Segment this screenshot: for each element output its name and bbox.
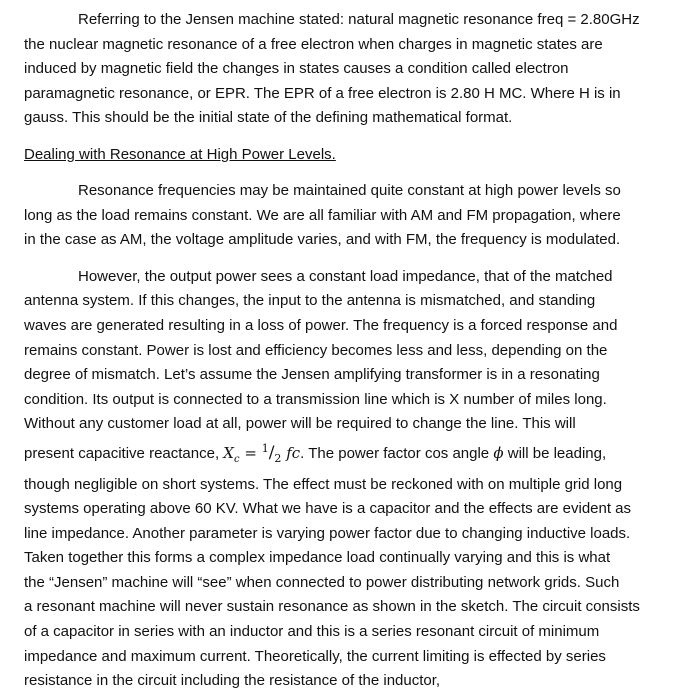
- fraction: [262, 443, 282, 463]
- formula-suffix: . The power factor cos angle: [300, 444, 494, 462]
- paragraph-epr: [24, 8, 664, 131]
- text-line: line impedance. Another parameter is varying power factor due to changing inductive loads.: [24, 524, 631, 542]
- text-line: paramagnetic resonance, or EPR. The EPR of a free electron is 2.80 H MC. Where H is in: [24, 84, 621, 102]
- text-line: degree of mismatch. Let’s assume the Jensen amplifying transformer is in a resonating: [24, 366, 600, 384]
- text-line: induced by magnetic field the changes in states causes a condition called electron: [24, 60, 569, 78]
- fraction-numerator: 1: [261, 441, 269, 455]
- text-line: condition. Its output is connected to a transmission line which is X number of miles long.: [24, 390, 607, 408]
- text-line: of a capacitor in series with an inductor and this is a series resonant circuit of minimum: [24, 623, 600, 641]
- formula-line: [24, 437, 664, 473]
- text-line: systems operating above 60 KV. What we have is a capacitor and the effects are evident as: [24, 500, 632, 518]
- text-line: though negligible on short systems. The effect must be reckoned with on multiple grid long: [24, 475, 623, 493]
- fraction-denominator: 2: [274, 451, 282, 465]
- fc-term: fc: [281, 443, 301, 462]
- text-line: antenna system. If this changes, the input to the antenna is mismatched, and standing: [24, 292, 596, 310]
- text-line: remains constant. Power is lost and efficiency becomes less and less, depending on the: [24, 341, 608, 359]
- formula-prefix: present capacitive reactance,: [24, 444, 224, 462]
- text-line: Taken together this forms a complex impedance load continually varying and this is what: [24, 549, 611, 567]
- reactance-formula: [223, 441, 301, 465]
- text-line: waves are generated resulting in a loss of power. The frequency is a forced response and: [24, 316, 618, 334]
- text-line: Referring to the Jensen machine stated: natural magnetic resonance freq = 2.80GHz: [78, 11, 640, 28]
- fraction-slash: /: [268, 442, 275, 463]
- text-line: gauss. This should be the initial state of the defining mathematical format.: [24, 109, 513, 127]
- text-line: long as the load remains constant. We are all familiar with AM and FM propagation, where: [24, 206, 621, 224]
- reactance-subscript: c: [233, 453, 240, 465]
- text-line: the nuclear magnetic resonance of a free electron when charges in magnetic states are: [24, 35, 603, 53]
- section-heading: Dealing with Resonance at High Power Levels.: [24, 145, 336, 163]
- text-line: a resonant machine will never sustain resonance as shown in the sketch. The circuit consists: [24, 598, 640, 616]
- paragraph-impedance: [24, 265, 664, 694]
- text-line: in the case as AM, the voltage amplitude varies, and with FM, the frequency is modulated.: [24, 231, 621, 249]
- document-page: [24, 8, 664, 694]
- paragraph-resonance: [24, 179, 664, 253]
- text-line: resistance in the circuit including the resistance of the inductor,: [24, 672, 441, 690]
- text-line: impedance and maximum current. Theoretically, the current limiting is effected by series: [24, 647, 606, 665]
- text-line: However, the output power sees a constant load impedance, that of the matched: [78, 267, 613, 285]
- text-line: Resonance frequencies may be maintained quite constant at high power levels so: [78, 181, 621, 199]
- phi-symbol: ϕ: [493, 443, 504, 462]
- formula-suffix2: will be leading,: [503, 444, 607, 462]
- text-line: the “Jensen” machine will “see” when connected to power distributing network grids. Such: [24, 573, 620, 591]
- text-line: Without any customer load at all, power will be required to change the line. This will: [24, 415, 576, 433]
- reactance-symbol: X: [223, 443, 234, 462]
- equals-sign: =: [239, 443, 262, 462]
